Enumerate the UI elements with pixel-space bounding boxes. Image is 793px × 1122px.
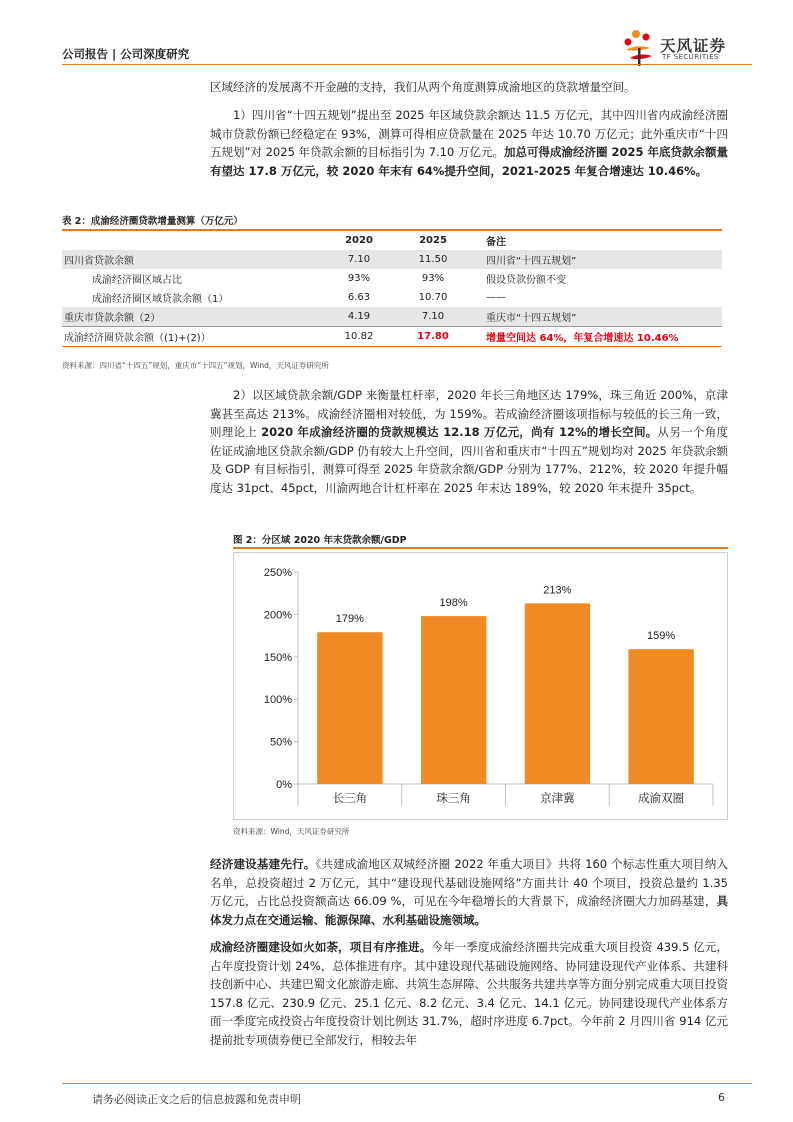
y-tick-label: 200%	[263, 609, 292, 622]
paragraph-4	[210, 938, 728, 1049]
table-cell: 四川省“十四五规划”	[470, 250, 722, 269]
table-cell: 成渝经济圈贷款余额（(1)+(2)）	[62, 327, 322, 347]
p4-body: 今年一季度成渝经济圈共完成重大项目投资 439.5 亿元，占年度投资计划 24%，总体推进有序。其中建设现代基础设施网络、协同建设现代产业体系、共建科技创新中心、共建巴蜀文化旅游走廊、共筑生态屏障、公共服务共建共享等方面分别完成重大项目投资 157.8 亿元、230.9 亿元、25.1 亿元、8.2 亿元、3.4 亿元、14.1 亿元。协同建设现代产业体系方面一季度完成投资占年度投资计划比例达 31.7%，超时序进度 6.7pct。今年前 2 月四川省 914 亿元提前批专项债券便已全部发行，相较去年	[210, 940, 729, 1047]
table-caption: 表 2：成渝经济圈贷款增量测算（万亿元）	[62, 216, 243, 227]
table-row	[62, 269, 722, 288]
page-number: 6	[718, 1091, 725, 1104]
figure-source: 资料来源：Wind，天风证券研究所	[233, 827, 350, 836]
p4-bold-lead: 成渝经济圈建设如火如荼，项目有序推进。	[210, 940, 432, 954]
table-source: 资料来源：四川省“十四五”规划，重庆市“十四五”规划，Wind，天风证券研究所	[62, 361, 329, 370]
bar	[525, 603, 590, 784]
x-tick-label: 长三角	[332, 791, 368, 805]
figure-top-rule	[233, 547, 728, 549]
table-cell: 7.10	[322, 250, 396, 269]
table-header-cell	[62, 231, 322, 250]
bar-value-label: 179%	[335, 613, 364, 626]
figure-caption: 图 2：分区域 2020 年末贷款余额/GDP	[233, 535, 407, 546]
p3-bold-tail: 具体发力点在交通运输、能源保障、水利基础设施领域。	[210, 894, 728, 927]
bar	[421, 616, 486, 784]
table-cell: 成渝经济圈区域贷款余额（1）	[92, 294, 229, 305]
table-row	[62, 307, 722, 327]
table-row	[62, 327, 722, 347]
table-header-cell: 备注	[486, 237, 506, 248]
y-tick-label: 150%	[263, 651, 292, 664]
footer-divider	[62, 1083, 752, 1084]
loan-table	[62, 231, 722, 347]
table-cell: 93%	[421, 273, 445, 284]
logo-chinese-name: 天风证券	[660, 37, 727, 55]
logo-mark-icon	[622, 28, 658, 68]
table-row	[62, 250, 722, 269]
y-tick-label: 250%	[263, 567, 292, 579]
table-cell: 成渝经济圈区域占比	[92, 275, 182, 286]
bar-value-label: 213%	[543, 584, 572, 597]
paragraph-1	[210, 106, 728, 180]
bar	[317, 632, 382, 784]
table-cell: 10.82	[322, 327, 396, 347]
p1-body: 1）四川省“十四五规划”提出至 2025 年区域贷款余额达 11.5 万亿元，其中四川省内成渝经济圈城市贷款份额已经稳定在 93%，测算可得相应贷款量在 2025 年达 10.70 万亿元；此外重庆市“十四五规划”对 2025 年贷款余额的目标指引为 7.10 万亿元。	[210, 108, 728, 159]
p2-body: 2）以区域贷款余额/GDP 来衡量杠杆率，2020 年长三角地区达 179%，珠三角近 200%，京津冀甚至高达 213%。成渝经济圈相对较低，为 159%。若成渝经济圈该项指标与较低的长三角一致，则理论上	[210, 388, 728, 439]
table-cell: 四川省贷款余额	[62, 250, 322, 269]
y-tick-label: 0%	[276, 779, 292, 791]
logo-english-name: TF SECURITIES	[662, 53, 719, 61]
x-tick-label: 京津冀	[540, 791, 575, 805]
y-tick-label: 100%	[263, 694, 292, 707]
table-header-cell: 2025	[419, 235, 447, 246]
bar	[628, 649, 693, 784]
p2-bold: 2020 年成渝经济圈的贷款规模达 12.18 万亿元，尚有 12%的增长空间。	[261, 425, 658, 439]
p1-bold: 加总可得成渝经济圈 2025 年底贷款余额量有望达 17.8 万亿元，较 2020 年末有 64%提升空间，2021-2025 年复合增速达 10.46%。	[210, 145, 728, 178]
intro-text: 区域经济的发展离不开金融的支持，我们从两个角度测算成渝地区的贷款增量空间。	[210, 80, 636, 94]
table-cell-highlight: 17.80	[396, 327, 470, 347]
table-cell: 6.63	[347, 292, 371, 303]
table-cell: 93%	[347, 273, 371, 284]
bar-value-label: 159%	[647, 630, 676, 643]
table-cell: 11.50	[396, 250, 470, 269]
y-tick-label: 50%	[269, 736, 292, 749]
table-cell: 重庆市“十四五规划”	[470, 307, 722, 327]
table-cell-highlight: 增量空间达 64%，年复合增速达 10.46%	[470, 327, 722, 347]
table-cell: 7.10	[396, 307, 470, 327]
p3-bold-lead: 经济建设基建先行。	[210, 857, 316, 871]
company-logo	[622, 28, 752, 68]
table-row	[62, 288, 722, 307]
table-header-row	[62, 231, 722, 250]
p3-body: 《共建成渝地区双城经济圈 2022 年重大项目》共将 160 个标志性重大项目纳入名单，总投资超过 2 万亿元，其中“建设现代基础设施网络”方面共计 40 个项目，投资总量约 1.35 万亿元，占比总投资额高达 66.09 %，可见在今年稳增长的大背景下，成渝经济圈大力加码基建，	[210, 857, 728, 908]
table-cell: ——	[486, 292, 506, 303]
x-tick-label: 成渝双圈	[638, 791, 685, 805]
table-cell: 假设贷款份额不变	[486, 275, 566, 286]
p2-body-cont: 从另一个角度佐证成渝地区贷款余额/GDP 仍有较大上升空间，四川省和重庆市“十四五”规划均对 2025 年贷款余额及 GDP 有目标指引，测算可得至 2025 年贷款余额/GDP 分别为 177%、212%，较 2020 年提升幅度达 31pct、45pct，川渝两地合计杠杆率在 2025 年末达 189%，较 2020 年末提升 35pct。	[210, 425, 729, 495]
x-tick-label: 珠三角	[436, 791, 471, 805]
loan-gdp-bar-chart	[233, 552, 728, 820]
bar-value-label: 198%	[439, 597, 468, 610]
table-header-cell: 2020	[345, 235, 373, 246]
report-type-label: 公司报告 | 公司深度研究	[62, 47, 190, 61]
table-cell: 4.19	[322, 307, 396, 327]
intro-paragraph	[210, 78, 728, 97]
paragraph-3	[210, 855, 728, 929]
table-cell: 10.70	[418, 292, 448, 303]
footer-disclaimer: 请务必阅读正文之后的信息披露和免责申明	[92, 1093, 301, 1106]
header-divider	[62, 64, 752, 65]
paragraph-2	[210, 386, 728, 497]
table-cell: 重庆市贷款余额（2）	[62, 307, 322, 327]
